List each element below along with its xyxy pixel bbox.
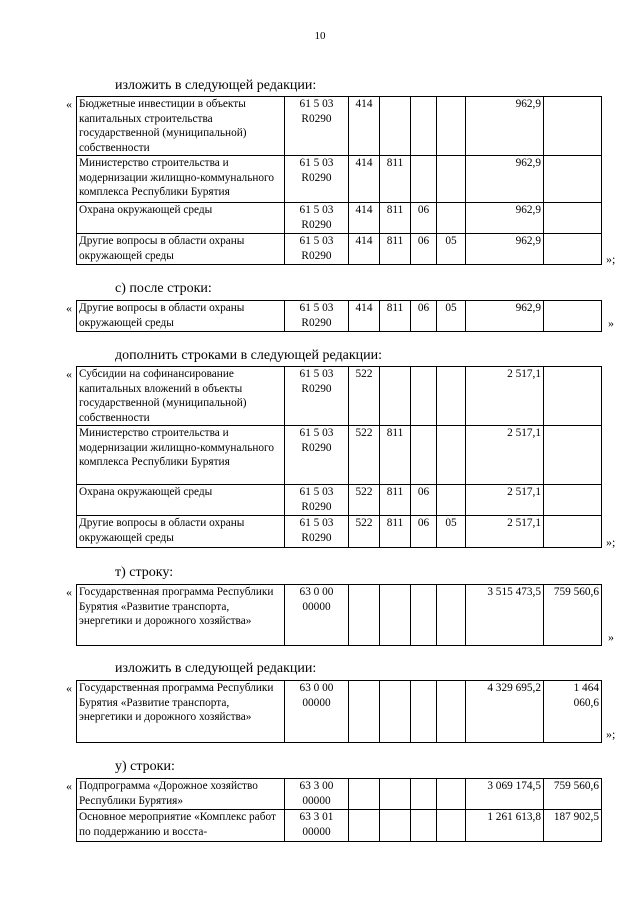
row-v1: 2 517,1 [466,485,544,516]
section-table [76,584,602,646]
table-row [77,810,602,842]
table-row [77,97,602,156]
row-c4 [437,681,466,743]
row-c2 [380,367,411,426]
row-code: 61 5 03 R0290 [285,367,349,426]
row-c2: 811 [380,301,411,332]
quote-close: » [608,630,614,644]
section-heading: у) строки: [115,759,175,774]
row-c2: 811 [380,485,411,516]
row-c2: 811 [380,516,411,548]
row-c3 [411,810,437,842]
section-table [76,366,602,548]
table-row [77,681,602,743]
row-c1 [349,810,380,842]
section-table [76,778,602,842]
row-c2: 811 [380,426,411,485]
row-v2: 759 560,6 [544,779,602,810]
row-c1 [349,779,380,810]
row-name: Государственная программа Республики Бурятия «Развитие транспорта, энергетики и дорожного хозяйства» [77,681,285,743]
row-c4 [437,426,466,485]
row-name: Другие вопросы в области охраны окружающей среды [77,234,285,265]
row-c2: 811 [380,156,411,203]
row-c2 [380,681,411,743]
row-v2: 187 902,5 [544,810,602,842]
row-code: 63 3 01 00000 [285,810,349,842]
row-name: Охрана окружающей среды [77,485,285,516]
row-v1: 3 515 473,5 [466,585,544,646]
quote-close: »; [606,727,616,741]
row-c4 [437,485,466,516]
row-c4 [437,585,466,646]
row-name: Другие вопросы в области охраны окружающей среды [77,301,285,332]
section-heading: с) после строки: [115,281,212,296]
table-row [77,156,602,203]
row-c3 [411,426,437,485]
row-v1: 3 069 174,5 [466,779,544,810]
row-v1: 2 517,1 [466,367,544,426]
row-c4 [437,810,466,842]
row-c4: 05 [437,234,466,265]
table-row [77,203,602,234]
row-c4 [437,156,466,203]
row-c3: 06 [411,234,437,265]
section-heading: дополнить строками в следующей редакции: [115,348,383,363]
table-row [77,234,602,265]
row-c1: 522 [349,367,380,426]
row-v1: 962,9 [466,156,544,203]
row-v2 [544,97,602,156]
row-c4 [437,97,466,156]
row-name: Подпрограмма «Дорожное хозяйство Республики Бурятия» [77,779,285,810]
section-table-block [76,366,602,548]
row-c4 [437,203,466,234]
quote-open: « [66,301,72,315]
table-row [77,516,602,548]
row-v1: 962,9 [466,203,544,234]
section-table [76,96,602,265]
row-name: Министерство строительства и модернизации жилищно-коммунального комплекса Республики Бурятия [77,156,285,203]
row-c3 [411,779,437,810]
row-c1: 522 [349,516,380,548]
page-number: 10 [314,30,326,42]
row-v2: 759 560,6 [544,585,602,646]
row-c3 [411,681,437,743]
row-c4: 05 [437,516,466,548]
row-code: 61 5 03 R0290 [285,485,349,516]
row-v2 [544,301,602,332]
row-c3 [411,367,437,426]
row-c4 [437,779,466,810]
row-c1: 414 [349,234,380,265]
row-name: Министерство строительства и модернизации жилищно-коммунального комплекса Республики Бурятия [77,426,285,485]
row-c1: 414 [349,301,380,332]
table-row [77,585,602,646]
table-row [77,367,602,426]
row-v2: 1 464 060,6 [544,681,602,743]
row-v2 [544,203,602,234]
quote-close: »; [606,535,616,549]
section-table [76,300,602,332]
row-code: 61 5 03 R0290 [285,301,349,332]
quote-open: « [66,97,72,111]
row-v1: 2 517,1 [466,426,544,485]
row-name: Субсидии на софинансирование капитальных вложений в объекты государственной (муниципальной) собственности [77,367,285,426]
row-v2 [544,426,602,485]
row-c1: 522 [349,485,380,516]
row-c2 [380,97,411,156]
quote-open: « [66,367,72,381]
table-row [77,301,602,332]
row-name: Охрана окружающей среды [77,203,285,234]
row-v2 [544,367,602,426]
row-code: 61 5 03 R0290 [285,516,349,548]
row-c2 [380,585,411,646]
row-c3 [411,97,437,156]
row-c4 [437,367,466,426]
row-code: 63 0 00 00000 [285,585,349,646]
row-c1 [349,681,380,743]
row-c3: 06 [411,301,437,332]
row-v1: 4 329 695,2 [466,681,544,743]
row-code: 63 3 00 00000 [285,779,349,810]
row-c2 [380,810,411,842]
row-name: Другие вопросы в области охраны окружающей среды [77,516,285,548]
row-v2 [544,234,602,265]
row-code: 61 5 03 R0290 [285,203,349,234]
table-row [77,426,602,485]
section-heading: т) строку: [115,565,174,580]
row-c3 [411,585,437,646]
row-v2 [544,485,602,516]
row-c4: 05 [437,301,466,332]
row-code: 61 5 03 R0290 [285,97,349,156]
table-row [77,779,602,810]
row-v1: 962,9 [466,234,544,265]
section-table-block [76,584,602,646]
row-c2: 811 [380,234,411,265]
section-table-block [76,96,602,265]
row-v2 [544,156,602,203]
row-c3: 06 [411,516,437,548]
row-code: 61 5 03 R0290 [285,156,349,203]
row-name: Государственная программа Республики Бурятия «Развитие транспорта, энергетики и дорожного хозяйства» [77,585,285,646]
row-c1: 414 [349,203,380,234]
row-v1: 2 517,1 [466,516,544,548]
row-v1: 962,9 [466,97,544,156]
quote-open: « [66,681,72,695]
row-v2 [544,516,602,548]
row-name: Основное мероприятие «Комплекс работ по поддержанию и восста- [77,810,285,842]
row-c1: 414 [349,97,380,156]
row-code: 61 5 03 R0290 [285,426,349,485]
row-code: 61 5 03 R0290 [285,234,349,265]
row-c3 [411,156,437,203]
row-c1 [349,585,380,646]
section-table-block [76,300,602,332]
row-v1: 1 261 613,8 [466,810,544,842]
section-table-block [76,680,602,743]
row-c2 [380,779,411,810]
row-c3: 06 [411,203,437,234]
quote-open: « [66,779,72,793]
row-c2: 811 [380,203,411,234]
row-c1: 414 [349,156,380,203]
section-table-block [76,778,602,842]
row-code: 63 0 00 00000 [285,681,349,743]
section-heading: изложить в следующей редакции: [115,661,317,676]
row-name: Бюджетные инвестиции в объекты капитальных строительства государственной (муниципальной) собственности [77,97,285,156]
quote-close: » [608,316,614,330]
table-row [77,485,602,516]
section-table [76,680,602,743]
section-heading: изложить в следующей редакции: [115,78,317,93]
row-c1: 522 [349,426,380,485]
quote-open: « [66,585,72,599]
quote-close: »; [606,252,616,266]
row-v1: 962,9 [466,301,544,332]
row-c3: 06 [411,485,437,516]
